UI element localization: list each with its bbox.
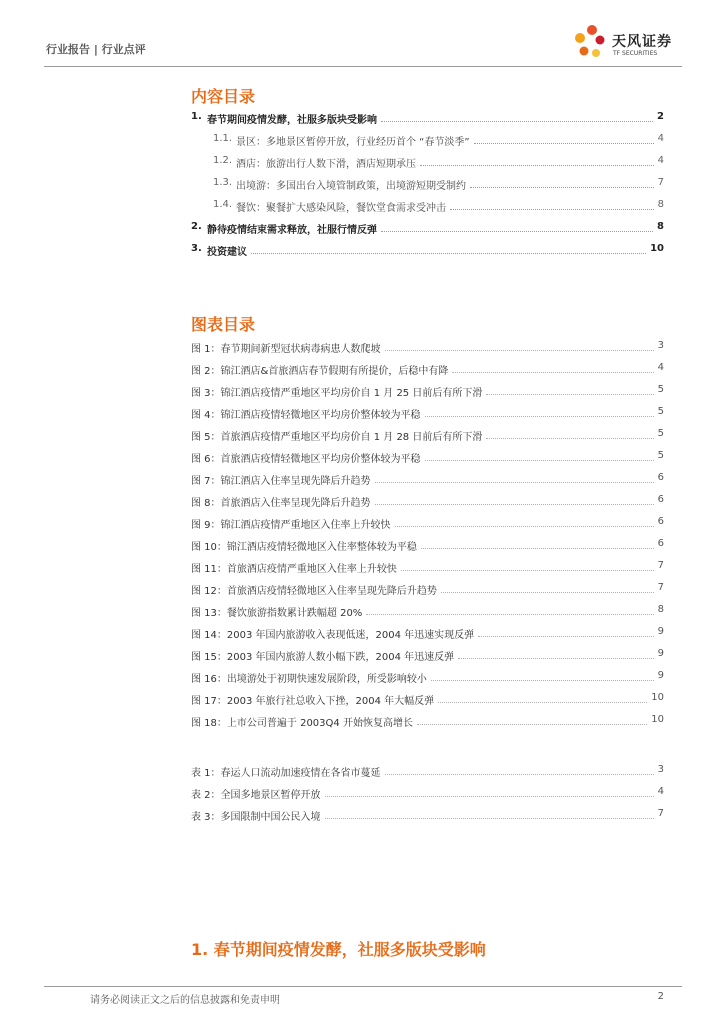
entry-page: 10 [651, 692, 664, 703]
toc-entry-page: 4 [657, 133, 664, 144]
figure-entry[interactable] [191, 490, 664, 512]
entry-page: 5 [657, 450, 664, 461]
entry-page: 5 [657, 384, 664, 395]
entry-caption: 图 16：出境游处于初期快速发展阶段，所受影响较小 [191, 674, 427, 685]
toc-entry-page: 10 [650, 243, 664, 254]
entry-leader-dots [441, 592, 654, 593]
entry-page: 9 [657, 648, 664, 659]
figure-entry[interactable] [191, 688, 664, 710]
figure-entry[interactable] [191, 468, 664, 490]
entry-page: 6 [657, 516, 664, 527]
entry-leader-dots [425, 460, 654, 461]
entry-leader-dots [366, 614, 654, 615]
figure-entry[interactable] [191, 710, 664, 732]
entry-leader-dots [421, 548, 654, 549]
entry-leader-dots [425, 416, 654, 417]
toc-entry-number: 1.3. [213, 177, 233, 188]
entry-page: 6 [657, 538, 664, 549]
toc-leader-dots [381, 231, 653, 232]
toc-entry-page: 4 [657, 155, 664, 166]
entry-caption: 表 2：全国多地景区暂停开放 [191, 790, 321, 801]
toc-entry-number: 1.4. [213, 199, 233, 210]
entry-caption: 图 10：锦江酒店疫情轻微地区入住率整体较为平稳 [191, 542, 417, 553]
entry-caption: 图 18：上市公司普遍于 2003Q4 开始恢复高增长 [191, 718, 413, 729]
toc-entry-number: 3. [191, 243, 202, 254]
toc-entry-text: 投资建议 [207, 247, 247, 258]
entry-page: 10 [651, 714, 664, 725]
entry-leader-dots [375, 482, 654, 483]
entry-leader-dots [395, 526, 654, 527]
toc-entry-text: 春节期间疫情发酵，社服多版块受影响 [207, 115, 377, 126]
entry-caption: 图 12：首旅酒店疫情轻微地区入住率呈现先降后升趋势 [191, 586, 437, 597]
toc-entry-number: 1. [191, 111, 202, 122]
entry-leader-dots [431, 680, 654, 681]
figure-entry[interactable] [191, 578, 664, 600]
figures-title: 图表目录 [191, 315, 256, 334]
toc-leader-dots [420, 165, 654, 166]
entry-page: 7 [657, 560, 664, 571]
entry-caption: 表 3：多国限制中国公民入境 [191, 812, 321, 823]
toc-entry[interactable] [191, 218, 664, 240]
toc-entry[interactable] [191, 174, 664, 196]
entry-page: 5 [657, 428, 664, 439]
footer-disclaimer: 请务必阅读正文之后的信息披露和免责申明 [90, 995, 280, 1006]
figure-entry[interactable] [191, 336, 664, 358]
toc-entry-page: 8 [657, 221, 664, 232]
figure-entry[interactable] [191, 402, 664, 424]
figure-entry[interactable] [191, 380, 664, 402]
toc-title: 内容目录 [191, 87, 256, 106]
toc-entry[interactable] [191, 196, 664, 218]
entry-leader-dots [478, 636, 654, 637]
entry-leader-dots [385, 350, 654, 351]
chapter-heading: 1. 春节期间疫情发酵，社服多版块受影响 [191, 940, 486, 959]
entry-page: 4 [657, 786, 664, 797]
tf-logo-icon [570, 22, 610, 62]
entry-leader-dots [401, 570, 654, 571]
toc-entry-text: 出境游：多国出台入境管制政策，出境游短期受制约 [236, 181, 466, 192]
entry-page: 9 [657, 670, 664, 681]
toc-entry[interactable] [191, 130, 664, 152]
toc-entry[interactable] [191, 240, 664, 262]
figure-entry[interactable] [191, 622, 664, 644]
footer-divider [44, 986, 682, 987]
figure-list [191, 336, 664, 732]
entry-leader-dots [325, 818, 654, 819]
toc-entry-number: 1.2. [213, 155, 233, 166]
toc-entry-text: 酒店：旅游出行人数下滑，酒店短期承压 [236, 159, 416, 170]
entry-caption: 图 6：首旅酒店疫情轻微地区平均房价整体较为平稳 [191, 454, 421, 465]
entry-caption: 图 8：首旅酒店入住率呈现先降后升趋势 [191, 498, 371, 509]
entry-caption: 图 2：锦江酒店&首旅酒店春节假期有所提价，后稳中有降 [191, 366, 449, 377]
figure-entry[interactable] [191, 600, 664, 622]
entry-leader-dots [452, 372, 654, 373]
entry-caption: 图 14：2003 年国内旅游收入表现低迷，2004 年迅速实现反弹 [191, 630, 475, 641]
table-entry[interactable] [191, 804, 664, 826]
entry-page: 3 [657, 340, 664, 351]
toc-entry-text: 景区：多地景区暂停开放，行业经历首个 “春节淡季” [236, 137, 470, 148]
entry-caption: 图 11：首旅酒店疫情严重地区入住率上升较快 [191, 564, 397, 575]
toc-leader-dots [450, 209, 654, 210]
entry-caption: 图 7：锦江酒店入住率呈现先降后升趋势 [191, 476, 371, 487]
toc-entry-page: 2 [657, 111, 664, 122]
entry-page: 4 [657, 362, 664, 373]
entry-leader-dots [486, 394, 654, 395]
entry-page: 6 [657, 472, 664, 483]
entry-page: 9 [657, 626, 664, 637]
logo-subtitle: TF SECURITIES [613, 50, 658, 57]
entry-caption: 图 17：2003 年旅行社总收入下挫，2004 年大幅反弹 [191, 696, 435, 707]
toc-leader-dots [251, 253, 646, 254]
entry-page: 7 [657, 808, 664, 819]
entry-leader-dots [438, 702, 647, 703]
toc-leader-dots [470, 187, 654, 188]
figure-entry[interactable] [191, 446, 664, 468]
toc-leader-dots [381, 121, 653, 122]
entry-caption: 表 1：春运人口流动加速疫情在各省市蔓延 [191, 768, 381, 779]
entry-caption: 图 1：春节期间新型冠状病毒病患人数爬坡 [191, 344, 381, 355]
entry-page: 7 [657, 582, 664, 593]
figure-entry[interactable] [191, 534, 664, 556]
report-category: 行业报告 | 行业点评 [46, 43, 146, 56]
figure-entry[interactable] [191, 556, 664, 578]
entry-leader-dots [458, 658, 654, 659]
figure-entry[interactable] [191, 644, 664, 666]
company-logo [570, 22, 682, 66]
table-entry[interactable] [191, 782, 664, 804]
entry-page: 3 [657, 764, 664, 775]
entry-page: 8 [657, 604, 664, 615]
entry-leader-dots [486, 438, 654, 439]
figure-entry[interactable] [191, 512, 664, 534]
toc-entry-page: 8 [657, 199, 664, 210]
toc-entry[interactable] [191, 152, 664, 174]
table-entry[interactable] [191, 760, 664, 782]
entry-caption: 图 5：首旅酒店疫情严重地区平均房价自 1 月 28 日前后有所下滑 [191, 432, 483, 443]
entry-leader-dots [385, 774, 654, 775]
entry-caption: 图 13：餐饮旅游指数累计跌幅超 20% [191, 608, 363, 619]
toc-list [191, 108, 664, 262]
entry-caption: 图 3：锦江酒店疫情严重地区平均房价自 1 月 25 日前后有所下滑 [191, 388, 483, 399]
toc-leader-dots [474, 143, 654, 144]
table-list [191, 760, 664, 826]
entry-page: 5 [657, 406, 664, 417]
entry-caption: 图 4：锦江酒店疫情轻微地区平均房价整体较为平稳 [191, 410, 421, 421]
entry-leader-dots [375, 504, 654, 505]
entry-caption: 图 9：锦江酒店疫情严重地区入住率上升较快 [191, 520, 391, 531]
toc-entry-number: 2. [191, 221, 202, 232]
header-divider [44, 66, 682, 67]
entry-page: 6 [657, 494, 664, 505]
entry-caption: 图 15：2003 年国内旅游人数小幅下跌，2004 年迅速反弹 [191, 652, 455, 663]
toc-entry-text: 静待疫情结束需求释放，社服行情反弹 [207, 225, 377, 236]
figure-entry[interactable] [191, 358, 664, 380]
figure-entry[interactable] [191, 666, 664, 688]
entry-leader-dots [325, 796, 654, 797]
toc-entry-page: 7 [657, 177, 664, 188]
figure-entry[interactable] [191, 424, 664, 446]
logo-name: 天风证券 [612, 34, 672, 50]
entry-leader-dots [417, 724, 647, 725]
toc-entry-number: 1.1. [213, 133, 233, 144]
toc-entry-text: 餐饮：聚餐扩大感染风险，餐饮堂食需求受冲击 [236, 203, 446, 214]
page-number: 2 [657, 991, 664, 1002]
toc-entry[interactable] [191, 108, 664, 130]
